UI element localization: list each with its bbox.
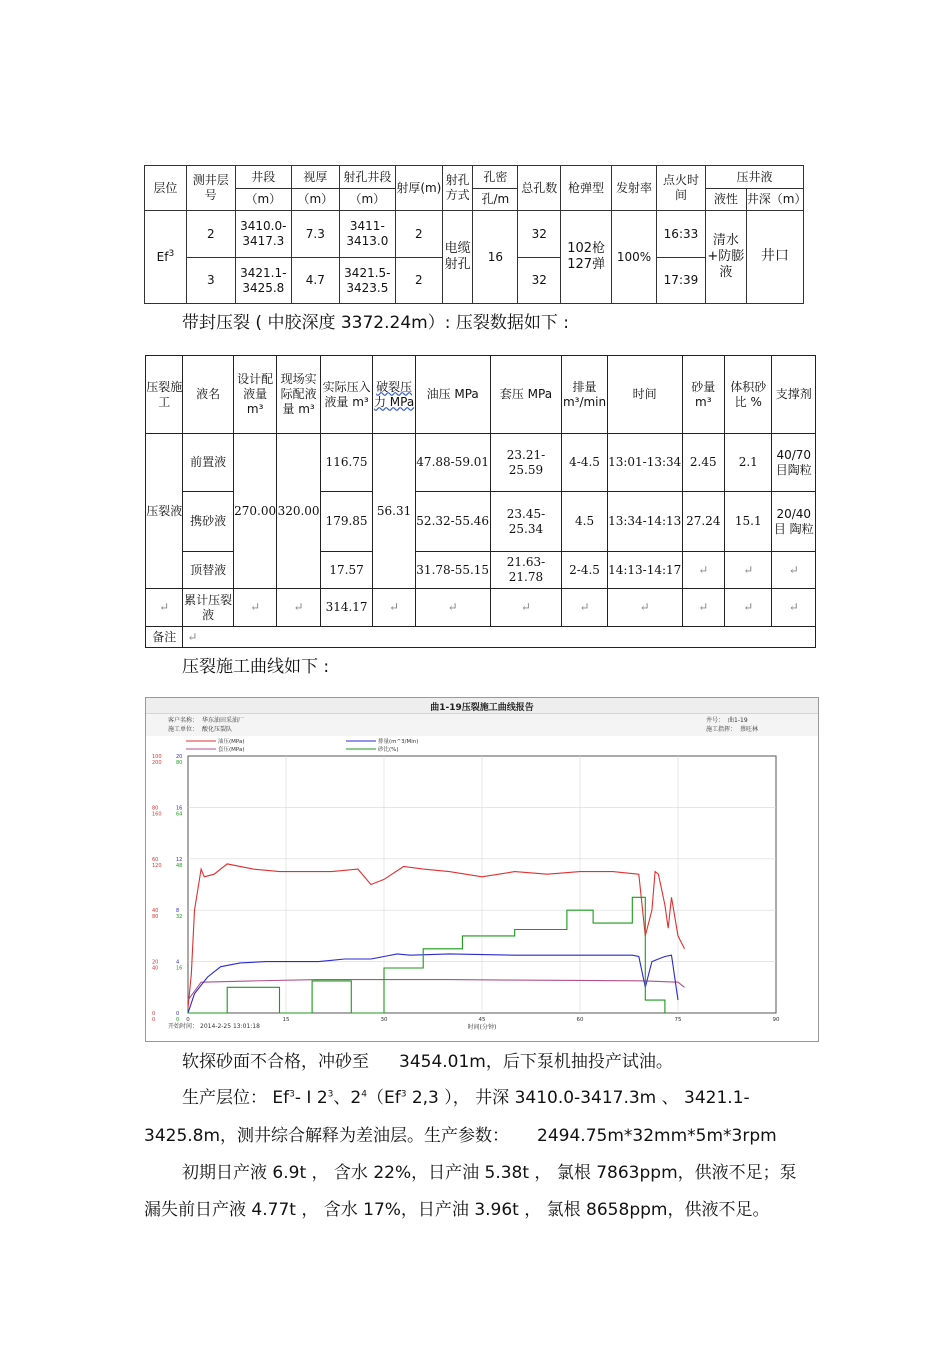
header-rate: 排量 m³/min [562,356,607,434]
perf-method: 电缆射孔 [442,211,473,304]
x-axis-label: 时间(分钟) [467,1024,497,1031]
chart-title: 曲1-19压裂施工曲线报告 [430,703,534,713]
y-tick-red_b: 120 [152,862,162,869]
group-label: 压裂液 [146,434,183,589]
header-ignition-time: 点火时间 [657,166,706,211]
row-sand-sand: 27.24 [682,492,724,552]
row-flush-proppant: ↵ [772,552,816,589]
fire-rate: 100% [612,211,657,304]
sand-probe-text: 软探砂面不合格，冲砂至 3454.01m，后下泵机抽投产试油。 [182,1052,673,1072]
layer-cell: Ef$^3$ [145,211,187,304]
header-perf-interval-unit: （m） [339,189,395,211]
kill-fluid-type: 清水+防膨液 [705,211,746,304]
header-fluid-type: 液性 [705,189,746,211]
header-density: 孔密 [473,166,518,189]
total-blank-2: ↵ [233,589,276,627]
perforation-table [144,165,807,304]
row-flush-oil: 31.78-55.15 [415,552,490,589]
row-pad-actual: 116.75 [320,434,373,492]
row-flush-actual: 17.57 [320,552,373,589]
header-break: 破裂压力 MPa [373,356,415,434]
header-perf-interval: 射孔井段 [339,166,395,189]
y-tick-red_b: 160 [152,811,162,818]
y-tick-red_a: 40 [152,908,159,915]
remark-label: 备注 [146,627,183,648]
header-thickness: 视厚 [291,166,339,189]
y-tick-green: 0 [176,1017,180,1023]
total-blank-3: ↵ [277,589,320,627]
row-flush-sand: ↵ [682,552,724,589]
header-interval: 井段 [235,166,291,189]
total-blank-4: ↵ [373,589,415,627]
y-tick-red_a: 100 [152,754,162,760]
total-blank-8: ↵ [607,589,682,627]
row2-thickness: 4.7 [291,258,339,304]
break-pressure: 56.31 [373,434,415,589]
y-tick-green: 64 [176,811,183,818]
row-sand-oil: 52.32-55.46 [415,492,490,552]
row-pad-casing: 23.21-25.59 [490,434,562,492]
y-tick-red_a: 20 [152,959,159,966]
leak-output-text: 漏失前日产液 4.77t ， 含水 17%，日产油 3.96t ， 氯根 8658ppm，供液不足。 [144,1200,770,1220]
row-flush-rate: 2-4.5 [562,552,607,589]
header-logging-no: 测井层号 [186,166,235,211]
header-design: 设计配液量 m³ [233,356,276,434]
y-tick-green: 80 [176,760,183,766]
header-perf-method: 射孔方式 [442,166,473,211]
y-tick-red_b: 40 [152,965,159,972]
kill-well-depth: 井口 [746,211,803,304]
header-interval-unit: （m） [235,189,291,211]
row2-interval: 3421.1-3425.8 [235,258,291,304]
row1-thickness: 7.3 [291,211,339,258]
row-pad-ratio: 2.1 [725,434,772,492]
row1-perf-thick: 2 [395,211,442,258]
row-flush-time: 14:13-14:17 [607,552,682,589]
remark-value: ↵ [183,627,816,648]
y-tick-blue: 20 [176,754,183,760]
row-sand-time: 13:34-14:13 [607,492,682,552]
row-sand-casing: 23.45-25.34 [490,492,562,552]
header-stage: 压裂施工 [146,356,183,434]
perf-density: 16 [473,211,518,304]
legend-rate: 排量(m^3/Min) [378,739,419,745]
header-time: 时间 [607,356,682,434]
header-oil-p: 油压 MPa [415,356,490,434]
client-label: 客户名称： 华东油田采油厂 [168,717,245,724]
header-proppant: 支撑剂 [772,356,816,434]
header-ratio: 体积砂比 % [725,356,772,434]
header-total-holes: 总孔数 [518,166,561,211]
total-value: 314.17 [320,589,373,627]
y-tick-blue: 0 [176,1011,180,1017]
chart-svg [146,698,818,1041]
header-thickness-unit: （m） [291,189,339,211]
y-tick-green: 32 [176,914,183,921]
row2-no: 3 [186,258,235,304]
total-blank-10: ↵ [725,589,772,627]
row-pad-rate: 4-4.5 [562,434,607,492]
row2-perf-thick: 2 [395,258,442,304]
y-tick-red_b: 80 [152,914,159,921]
header-layer: 层位 [145,166,187,211]
initial-output-text: 初期日产液 6.9t ， 含水 22%，日产油 5.38t ， 氯根 7863ppm，供液不足；泵 [182,1163,797,1183]
frac-table [145,355,816,648]
y-tick-labels [152,754,182,1023]
row-pad-sand: 2.45 [682,434,724,492]
legend-casing: 套压(MPa) [218,747,245,753]
row-pad-name: 前置液 [183,434,234,492]
y-tick-red_b: 200 [152,760,162,766]
total-blank-6: ↵ [490,589,562,627]
total-blank-11: ↵ [772,589,816,627]
header-actual: 实际压入液量 m³ [320,356,373,434]
row1-interval: 3410.0-3417.3 [235,211,291,258]
header-fire-rate: 发射率 [612,166,657,211]
row2-perf: 3421.5-3423.5 [339,258,395,304]
header-casing-p: 套压 MPa [490,356,562,434]
y-tick-blue: 4 [176,959,180,966]
row-flush-casing: 21.63-21.78 [490,552,562,589]
header-sand: 砂量 m³ [682,356,724,434]
production-params-text: 3425.8m，测井综合解释为差油层。生产参数： 2494.75m*32mm*5m*3rpm [144,1126,777,1146]
header-kill-fluid: 压井液 [705,166,803,189]
row-pad-proppant: 40/70目陶粒 [772,434,816,492]
frac-curve-chart [145,697,819,1042]
x-tick: 75 [674,1017,682,1023]
header-density-unit: 孔/m [473,189,518,211]
row1-holes: 32 [518,211,561,258]
row-sand-name: 携砂液 [183,492,234,552]
legend-oil: 油压(MPa) [218,739,245,745]
row-sand-ratio: 15.1 [725,492,772,552]
x-tick: 0 [186,1017,190,1023]
design-volume: 270.00 [233,434,276,589]
row1-time: 16:33 [657,211,706,258]
row-pad-time: 13:01-13:34 [607,434,682,492]
header-field: 现场实际配液量 m³ [277,356,320,434]
row2-holes: 32 [518,258,561,304]
production-layer-text: 生产层位： Ef$^3$- Ⅰ $2^3$、$2^4(Ef^3$ 2,3 ）， 井深 3410.0-3417.3m 、 3421.1- [182,1088,750,1108]
row2-time: 17:39 [657,258,706,304]
start-time: 开始时间： 2014-2-25 13:01:18 [168,1023,260,1030]
unit-label: 施工单位： 酸化压裂队 [168,726,233,733]
row-sand-actual: 179.85 [320,492,373,552]
y-tick-red_a: 80 [152,805,159,812]
well-label: 井号： 曲1-19 [706,717,748,724]
row-flush-ratio: ↵ [725,552,772,589]
gun-type: 102枪127弹 [561,211,612,304]
row1-no: 2 [186,211,235,258]
header-perf-thickness: 射厚(m) [395,166,442,211]
total-label: 累计压裂液 [183,589,234,627]
total-blank-9: ↵ [682,589,724,627]
total-blank-5: ↵ [415,589,490,627]
y-tick-red_a: 60 [152,856,159,863]
x-tick: 15 [282,1017,290,1023]
field-volume: 320.00 [277,434,320,589]
row1-perf: 3411-3413.0 [339,211,395,258]
curve-intro: 压裂施工曲线如下 : [182,657,330,677]
y-tick-red_b: 0 [152,1017,156,1023]
header-gun-type: 枪弹型 [561,166,612,211]
header-fluid-name: 液名 [183,356,234,434]
header-well-depth: 井深（m） [746,189,803,211]
row-sand-proppant: 20/40目 陶粒 [772,492,816,552]
x-tick: 30 [380,1017,388,1023]
row-pad-oil: 47.88-59.01 [415,434,490,492]
y-tick-blue: 12 [176,856,183,863]
row-sand-rate: 4.5 [562,492,607,552]
x-tick-labels [186,1017,780,1023]
frac-intro: 带封压裂 ( 中胶深度 3372.24m）: 压裂数据如下 : [182,313,569,333]
x-tick: 45 [478,1017,486,1023]
total-blank-7: ↵ [562,589,607,627]
y-tick-green: 48 [176,862,183,869]
y-tick-blue: 8 [176,908,180,915]
y-tick-red_a: 0 [152,1011,156,1017]
row-flush-name: 顶替液 [183,552,234,589]
legend-sand: 砂比(%) [378,747,399,753]
x-tick: 60 [576,1017,584,1023]
total-blank-1: ↵ [146,589,183,627]
x-tick: 90 [772,1017,780,1023]
y-tick-green: 16 [176,965,183,972]
y-tick-blue: 16 [176,805,183,812]
director-label: 施工指挥： 蔡旺林 [706,726,759,733]
